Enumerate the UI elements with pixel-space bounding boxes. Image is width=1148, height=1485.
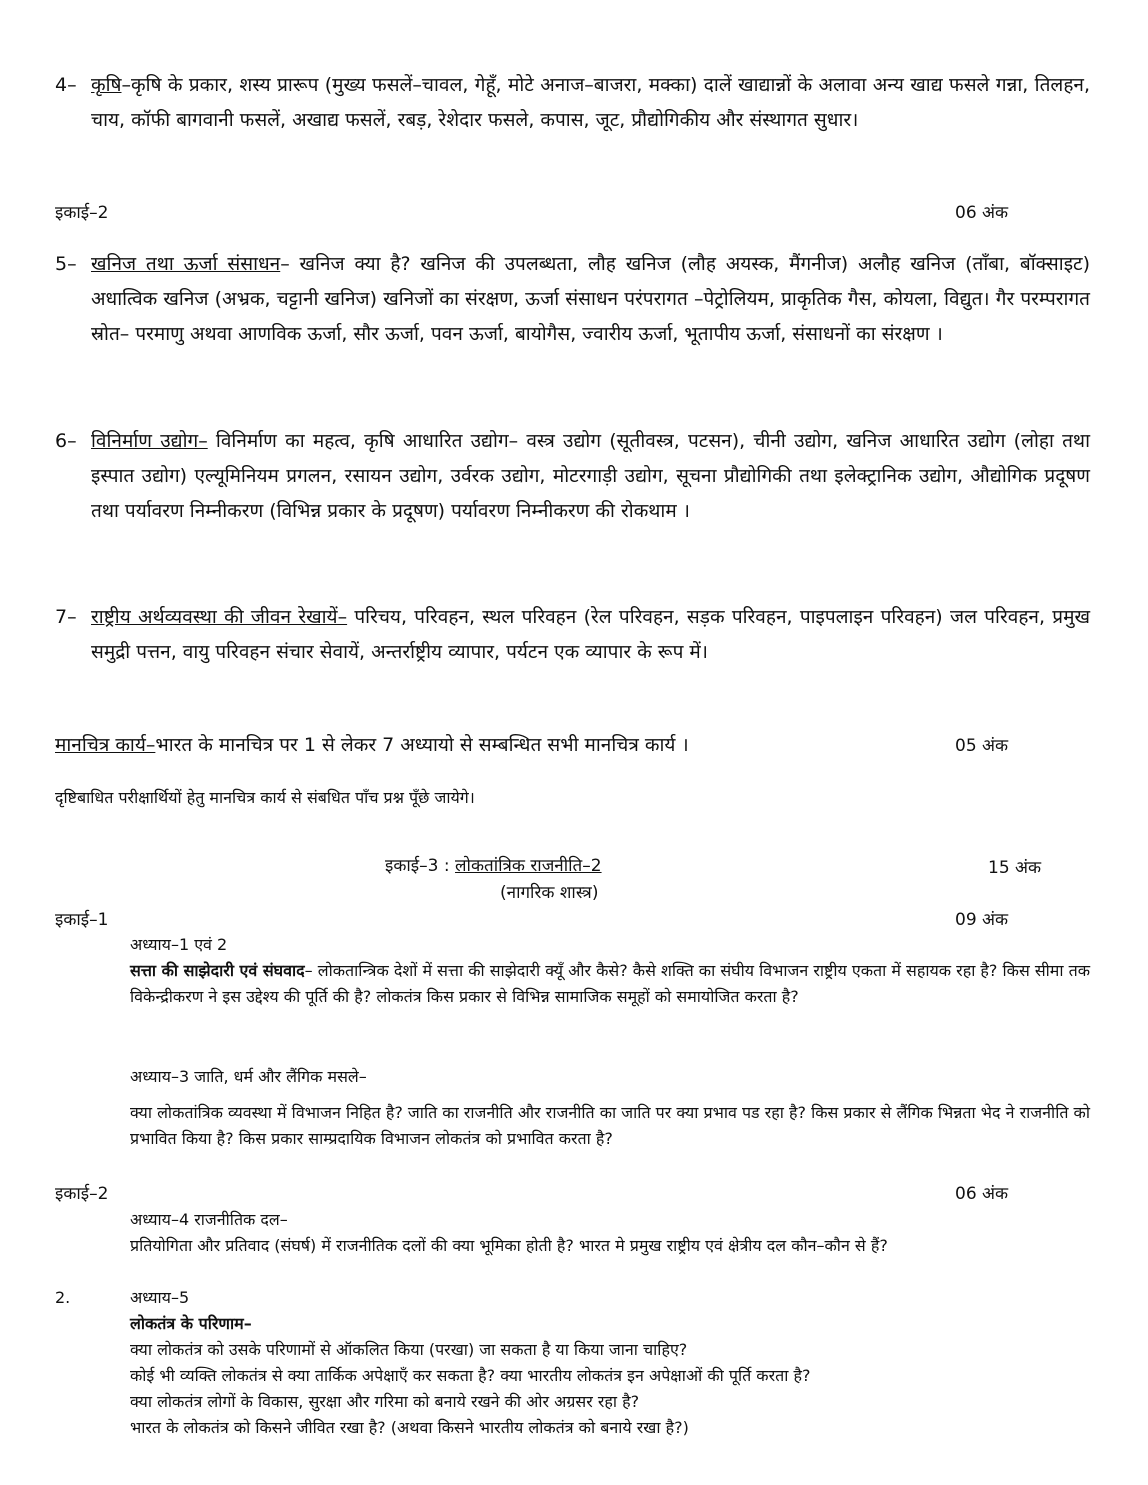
chapter-line: क्या लोकतंत्र को उसके परिणामों से ऑकलित किया (परखा) जा सकता है या किया जाना चाहिए? (130, 1340, 688, 1359)
unit-2-marks: 06 अंक (955, 203, 1009, 223)
unit-3-subtitle: (नागरिक शास्त्र) (500, 883, 599, 903)
unit-3-title: लोकतांत्रिक राजनीति–2 (455, 856, 602, 876)
item-title: राष्ट्रीय अर्थव्यवस्था की जीवन रेखायें– (91, 606, 348, 628)
chapter-1-2 (130, 932, 1090, 1010)
item-text: विनिर्माण का महत्व, कृषि आधारित उद्योग– वस्त्र उद्योग (सूतीवस्त्र, पटसन), चीनी उद्योग, खनिज आधारित उद्योग (लोहा तथा इस्पात उद्योग) एल्यूमिनियम प्रगलन, रसायन उद्योग, उर्वरक उद्योग, मोटरगाड़ी उद्योग, सूचना प्रौद्योगिकी तथा इलेक्ट्रानिक उद्योग, औद्योगिक प्रदूषण तथा पर्यावरण निम्नीकरण (विभिन्न प्रकार के प्रदूषण) पर्यावरण निम्नीकरण की रोकथाम । (91, 430, 1090, 522)
chapter-3-heading: अध्याय–3 जाति, धर्म और लैंगिक मसले– (130, 1067, 367, 1086)
chapter-5 (130, 1285, 1090, 1441)
item-body (55, 424, 1090, 529)
item-title: विनिर्माण उद्योग– (91, 430, 208, 452)
item-text: –कृषि के प्रकार, शस्य प्रारूप (मुख्य फसलें–चावल, गेहूँ, मोटे अनाज–बाजरा, मक्का) दालें खाद्यान्नों के अलावा अन्य खाद्य फसले गन्ना, तिलहन, चाय, कॉफी बागवानी फसलें, अखाद्य फसलें, रबड़, रेशेदार फसले, कपास, जूट, प्रौद्योगिकीय और संस्थागत सुधार। (91, 74, 1090, 131)
chapter-line: क्या लोकतंत्र लोगों के विकास, सुरक्षा और गरिमा को बनाये रखने की ओर अग्रसर रहा है? (130, 1392, 640, 1411)
civics-unit-2-label: इकाई–2 (55, 1184, 109, 1204)
section-minerals-energy (55, 247, 1090, 352)
chapter-5-number: 2. (55, 1288, 71, 1307)
chapter-line: कोई भी व्यक्ति लोकतंत्र से क्या तार्किक अपेक्षाएँ कर सकता है? क्या भारतीय लोकतंत्र इन अपेक्षाओं की पूर्ति करता है? (130, 1366, 811, 1385)
section-manufacturing (55, 424, 1090, 529)
unit-3-heading (385, 853, 602, 876)
unit-3-marks: 15 अंक (988, 858, 1042, 878)
chapter-4 (130, 1207, 1090, 1259)
item-number: 7– (55, 606, 77, 628)
chapter-heading: अध्याय–5 (130, 1288, 190, 1307)
section-agriculture (55, 68, 1090, 138)
chapter-text: – लोकतान्त्रिक देशों में सत्ता की साझेदारी क्यूँ और कैसे? कैसे शक्ति का संघीय विभाजन राष्ट्रीय एकता में सहायक रहा है? किस सीमा तक विकेन्द्रीकरण ने इस उद्देश्य की पूर्ति की है? लोकतंत्र किस प्रकार से विभिन्न सामाजिक समूहों को समायोजित करता है? (130, 961, 1091, 1006)
item-number: 4– (55, 74, 77, 96)
chapter-subheading: लोकतंत्र के परिणाम– (130, 1314, 252, 1333)
item-body (55, 600, 1090, 670)
item-number: 5– (55, 253, 77, 275)
item-text: परिचय, परिवहन, स्थल परिवहन (रेल परिवहन, सड़क परिवहन, पाइपलाइन परिवहन) जल परिवहन, प्रमुख समुद्री पत्तन, वायु परिवहन संचार सेवायें, अन्तर्राष्ट्रीय व्यापार, पर्यटन एक व्यापार के रूप में। (91, 606, 1090, 663)
chapter-heading: अध्याय–4 राजनीतिक दल– (130, 1210, 288, 1229)
item-body (55, 247, 1090, 352)
chapter-line: भारत के लोकतंत्र को किसने जीवित रखा है? (अथवा किसने भारतीय लोकतंत्र को बनाये रखा है?) (130, 1418, 689, 1437)
civics-unit-1-marks: 09 अंक (955, 910, 1009, 930)
map-work (55, 731, 955, 757)
map-work-text: भारत के मानचित्र पर 1 से लेकर 7 अध्यायो से सम्बन्धित सभी मानचित्र कार्य । (155, 734, 689, 756)
unit-2-label: इकाई–2 (55, 203, 109, 223)
chapter-heading: अध्याय–1 एवं 2 (130, 935, 228, 954)
item-text: – खनिज क्या है? खनिज की उपलब्धता, लौह खनिज (लौह अयस्क, मैंगनीज) अलौह खनिज (ताँबा, बॉक्साइट) अधात्विक खनिज (अभ्रक, चट्टानी खनिज) खनिजों का संरक्षण, ऊर्जा संसाधन परंपरागत –पेट्रोलियम, प्राकृतिक गैस, कोयला, विद्युत। गैर परम्परागत स्रोत– परमाणु अथवा आणविक ऊर्जा, सौर ऊर्जा, पवन ऊर्जा, बायोगैस, ज्वारीय ऊर्जा, भूतापीय ऊर्जा, संसाधनों का संरक्षण । (91, 253, 1091, 345)
chapter-3-text: क्या लोकतांत्रिक व्यवस्था में विभाजन निहित है? जाति का राजनीति और राजनीति का जाति पर क्या प्रभाव पड रहा है? किस प्रकार से लैंगिक भिन्नता भेद ने राजनीति को प्रभावित किया है? किस प्रकार साम्प्रदायिक विभाजन लोकतंत्र को प्रभावित करता है? (130, 1103, 1090, 1148)
map-work-marks: 05 अंक (955, 736, 1009, 756)
civics-unit-2-marks: 06 अंक (955, 1184, 1009, 1204)
chapter-text: प्रतियोगिता और प्रतिवाद (संघर्ष) में राजनीतिक दलों की क्या भूमिका होती है? भारत मे प्रमुख राष्ट्रीय एवं क्षेत्रीय दल कौन–कौन से हैं? (130, 1236, 888, 1255)
chapter-bold-title: सत्ता की साझेदारी एवं संघवाद (130, 961, 305, 980)
item-number: 6– (55, 430, 77, 452)
item-title: कृषि (91, 74, 122, 96)
unit-3-label: इकाई–3 : (385, 856, 456, 876)
item-title: खनिज तथा ऊर्जा संसाधन (91, 253, 281, 275)
map-work-title: मानचित्र कार्य– (55, 734, 156, 756)
blind-candidates-note: दृष्टिबाधित परीक्षार्थियों हेतु मानचित्र कार्य से संबधित पाँच प्रश्न पूँछे जायेगे। (55, 788, 475, 807)
section-lifelines (55, 600, 1090, 670)
civics-unit-1-label: इकाई–1 (55, 910, 109, 930)
item-body (55, 68, 1090, 138)
